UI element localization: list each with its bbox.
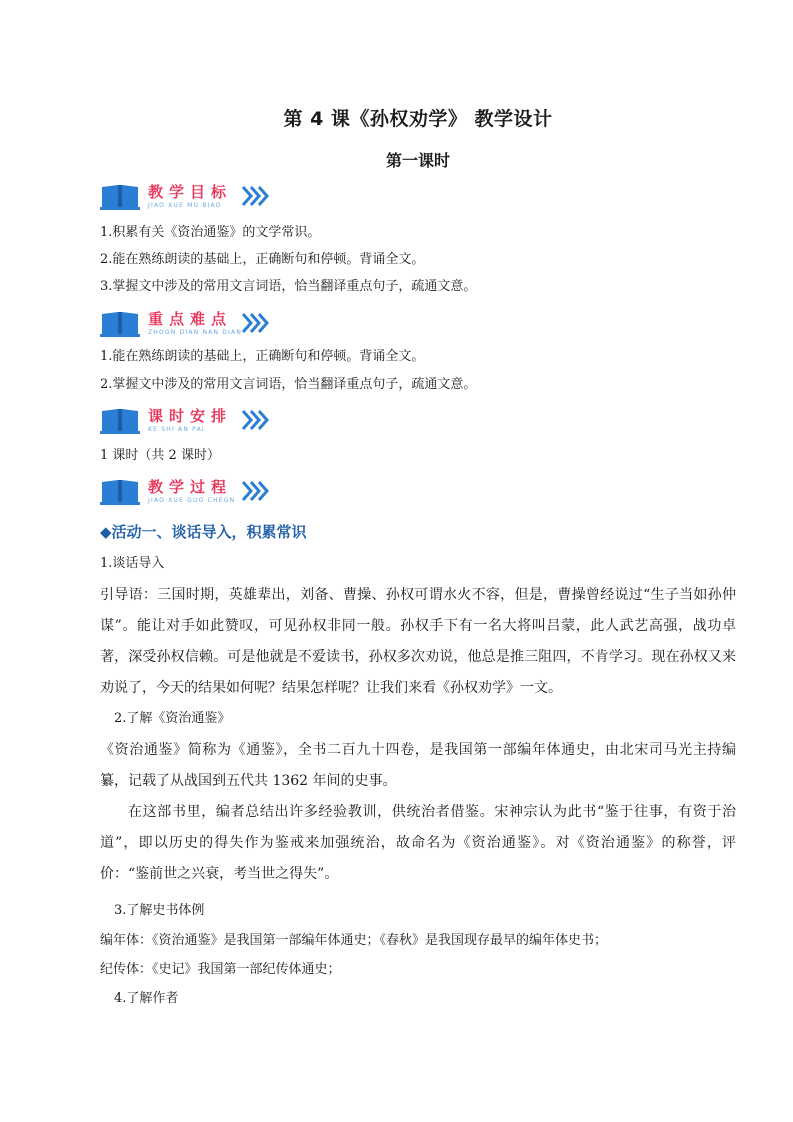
process-line: 4.了解作者 — [114, 991, 179, 1006]
banner-key-points — [100, 308, 300, 342]
banner-label: 重点难点 — [148, 310, 233, 328]
banner-teaching-goals — [100, 181, 300, 215]
process-paragraph-tongjian — [100, 735, 736, 797]
banner-schedule — [100, 405, 300, 439]
goal-item: 1.积累有关《资治通鉴》的文学常识。 — [100, 225, 321, 240]
key-point-item: 2.掌握文中涉及的常用文言词语，恰当翻译重点句子，疏通文意。 — [100, 377, 477, 392]
goal-item: 2.能在熟练朗读的基础上，正确断句和停顿。背诵全文。 — [100, 252, 425, 267]
banner-label: 教学目标 — [148, 183, 233, 201]
banner-teaching-process — [100, 476, 300, 510]
chevron-right-icon — [240, 184, 270, 208]
banner-label: 课时安排 — [148, 407, 233, 425]
book-icon — [100, 310, 140, 338]
process-line: 纪传体：《史记》我国第一部纪传体通史； — [100, 962, 341, 977]
process-paragraph-intro — [100, 580, 736, 704]
key-point-item: 1.能在熟练朗读的基础上，正确断句和停顿。背诵全文。 — [100, 349, 425, 364]
paragraph-text: 引导语：三国时期，英雄辈出，刘备、曹操、孙权可谓水火不容，但是，曹操曾经说过“生子当如孙仲谋”。能让对手如此赞叹，可见孙权非同一般。孙权手下有一名大将叫吕蒙，此人武艺高强，战功卓著，深受孙权信赖。可是他就是不爱读书，孙权多次劝说，他总是推三阻四，不肯学习。现在孙权又来劝说了，今天的结果如何呢？结果怎样呢？让我们来看《孙权劝学》一文。 — [100, 587, 736, 696]
goal-item: 3.掌握文中涉及的常用文言词语，恰当翻译重点句子，疏通文意。 — [100, 279, 477, 294]
book-icon — [100, 478, 140, 506]
banner-pinyin: ZHOGN DIAN NAN DIAN — [148, 329, 243, 336]
schedule-text: 1 课时（共 2 课时） — [100, 448, 220, 463]
book-icon — [100, 183, 140, 211]
banner-pinyin: JIAO XUE MU BIAO — [148, 202, 222, 209]
document-title: 第 4 课《孙权劝学》 教学设计 — [283, 108, 553, 130]
paragraph-text: 《资治通鉴》简称为《通鉴》，全书二百九十四卷，是我国第一部编年体通史，由北宋司马光主持编纂，记载了从战国到五代共 1362 年间的史事。 — [100, 742, 736, 789]
process-line: 1.谈话导入 — [100, 556, 165, 571]
banner-pinyin: KE SHI AN PAI — [148, 426, 205, 433]
process-line: 编年体：《资治通鉴》是我国第一部编年体通史；《春秋》是我国现存最早的编年体史书； — [100, 933, 608, 948]
book-icon — [100, 407, 140, 435]
document-subtitle: 第一课时 — [385, 151, 450, 170]
banner-label: 教学过程 — [148, 478, 233, 496]
paragraph-text: 在这部书里，编者总结出许多经验教训，供统治者借鉴。宋神宗认为此书“鉴于往事，有资于治道”，即以历史的得失作为鉴戒来加强统治，故命名为《资治通鉴》。对《资治通鉴》的称誉，评价：“鉴前世之兴衰，考当世之得失”。 — [100, 804, 736, 882]
chevron-right-icon — [240, 408, 270, 432]
process-line: 3.了解史书体例 — [114, 903, 205, 918]
chevron-right-icon — [240, 479, 270, 503]
banner-pinyin: JIAO XUE GUO CHEGN — [148, 497, 236, 504]
process-line: 2.了解《资治通鉴》 — [114, 711, 231, 726]
activity-heading: ◆活动一、谈话导入，积累常识 — [100, 523, 307, 541]
process-paragraph-editor — [100, 797, 736, 890]
chevron-right-icon — [240, 311, 270, 335]
